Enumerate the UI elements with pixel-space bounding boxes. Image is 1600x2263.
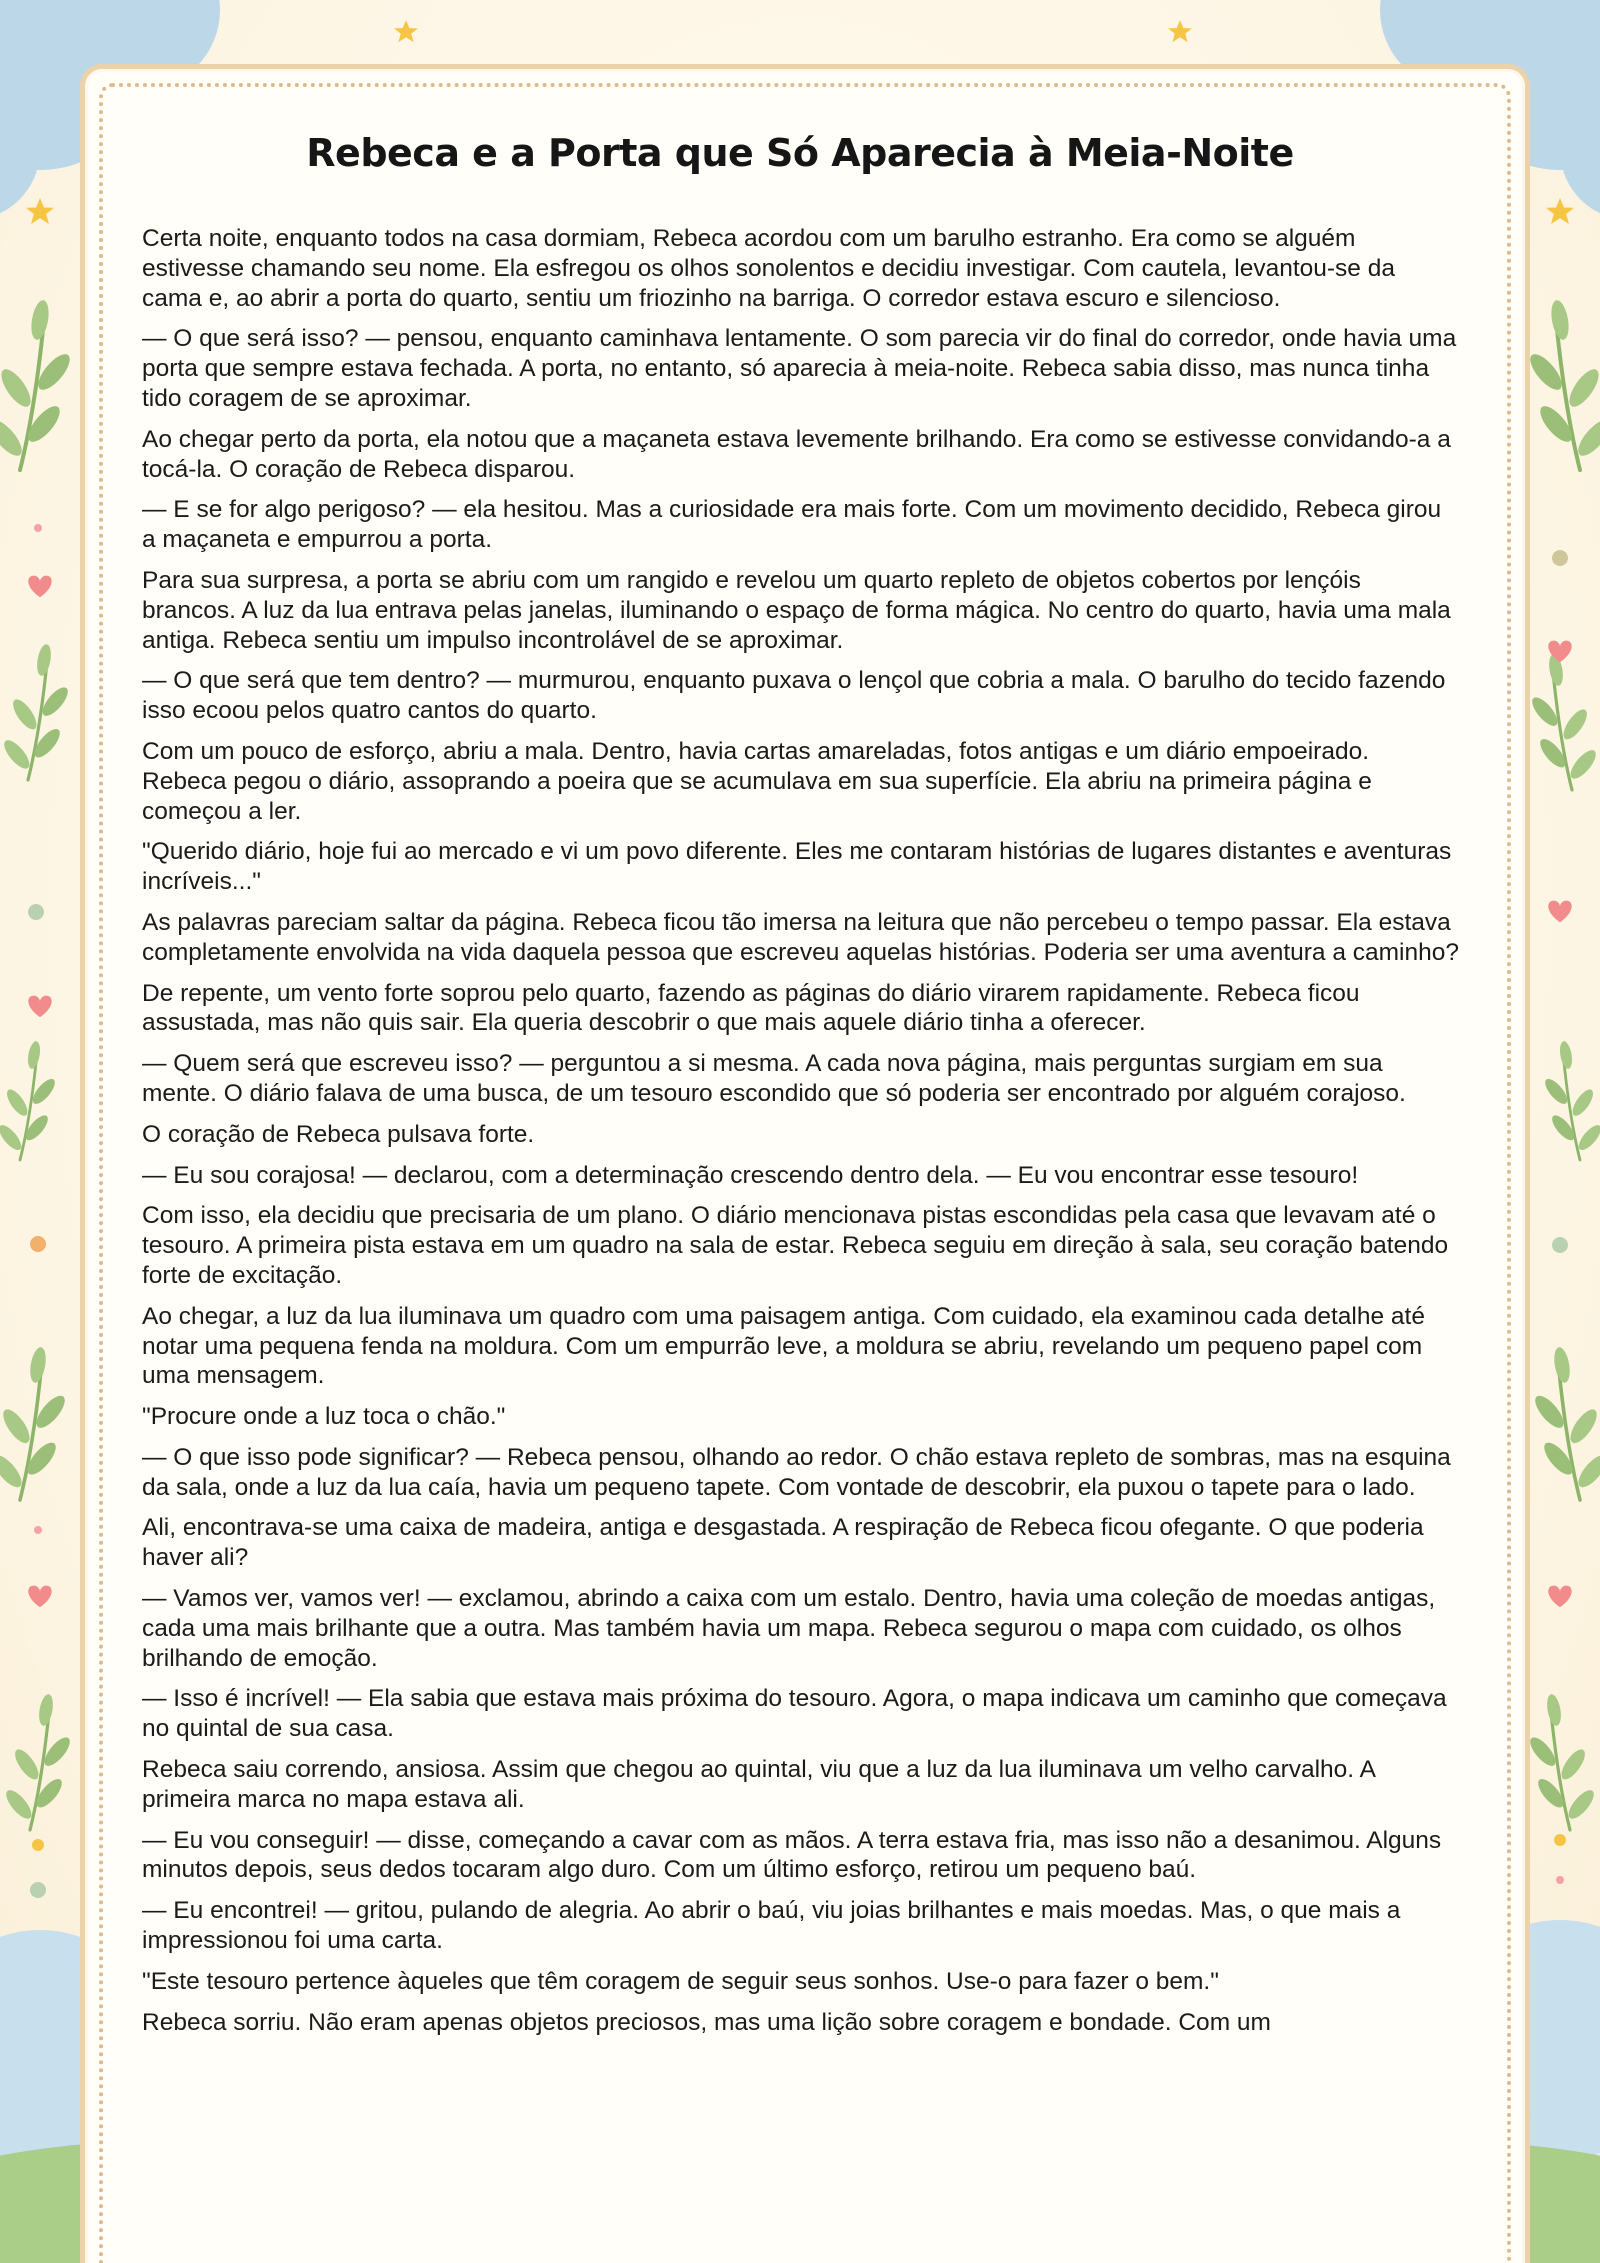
story-paragraph: Rebeca sorriu. Não eram apenas objetos preciosos, mas uma lição sobre coragem e bondade. Com um	[142, 2008, 1271, 2036]
story-paragraph: — Eu vou conseguir! — disse, começando a cavar com as mãos. A terra estava fria, mas isso não a desanimou. Alguns minutos depois, seus dedos tocaram algo duro. Com um último esforço, retirou um pequeno baú.	[142, 1826, 1442, 1884]
story-paragraph: — O que será que tem dentro? — murmurou, enquanto puxava o lençol que cobria a mala. O barulho do tecido fazendo isso ecoou pelos quatro cantos do quarto.	[142, 667, 1446, 725]
story-paragraph: As palavras pareciam saltar da página. Rebeca ficou tão imersa na leitura que não percebeu o tempo passar. Ela estava completamente envolvida na vida daquela pessoa que escreveu aquelas histórias. Poderia ser uma aventura a caminho?	[142, 908, 1460, 966]
story-paragraph: "Querido diário, hoje fui ao mercado e vi um povo diferente. Eles me contaram histórias de lugares distantes e aventuras incríveis..."	[142, 838, 1452, 896]
story-paragraph: — Eu sou corajosa! — declarou, com a determinação crescendo dentro dela. — Eu vou encontrar esse tesouro!	[142, 1161, 1359, 1189]
story-paragraph: Ao chegar, a luz da lua iluminava um quadro com uma paisagem antiga. Com cuidado, ela examinou cada detalhe até notar uma pequena fenda na moldura. Com um empurrão leve, a moldura se abriu, revelando um pequeno papel com uma mensagem.	[142, 1302, 1425, 1390]
story-paragraph: Com isso, ela decidiu que precisaria de um plano. O diário mencionava pistas escondidas pela casa que levavam até o tesouro. A primeira pista estava em um quadro na sala de estar. Rebeca seguiu em direção à sala, seu coração batendo forte de excitação.	[142, 1202, 1449, 1289]
story-paragraph: — Eu encontrei! — gritou, pulando de alegria. Ao abrir o baú, viu joias brilhantes e mais moedas. Mas, o que mais a impressionou foi uma carta.	[142, 1897, 1401, 1955]
story-paragraph: — Isso é incrível! — Ela sabia que estava mais próxima do tesouro. Agora, o mapa indicava um caminho que começava no quintal de sua casa.	[142, 1685, 1447, 1743]
story-paragraph: Ao chegar perto da porta, ela notou que a maçaneta estava levemente brilhando. Era como se estivesse convidando-a a tocá-la. O coração de Rebeca disparou.	[142, 425, 1451, 483]
story-paragraph: — O que isso pode significar? — Rebeca pensou, olhando ao redor. O chão estava repleto de sombras, mas na esquina da sala, onde a luz da lua caía, havia um pequeno tapete. Com vontade de descobrir, ela puxou o tapete para o lado.	[142, 1443, 1451, 1501]
story-paragraph: "Procure onde a luz toca o chão."	[142, 1403, 506, 1431]
story-paragraph: O coração de Rebeca pulsava forte.	[142, 1120, 535, 1148]
story-paragraph: — O que será isso? — pensou, enquanto caminhava lentamente. O som parecia vir do final do corredor, onde havia uma porta que sempre estava fechada. A porta, no entanto, só aparecia à meia-noite. Rebeca sabia disso, mas nunca tinha tido coragem de se aproximar.	[142, 325, 1457, 412]
story-paragraph: Com um pouco de esforço, abriu a mala. Dentro, havia cartas amareladas, fotos antigas e um diário empoeirado. Rebeca pegou o diário, assoprando a poeira que se acumulava em sua superfície. Ela abriu na primeira página e começou a ler.	[142, 737, 1372, 825]
story-paragraph: "Este tesouro pertence àqueles que têm coragem de seguir seus sonhos. Use-o para fazer o bem."	[142, 1967, 1219, 1995]
story-paragraph: Certa noite, enquanto todos na casa dormiam, Rebeca acordou com um barulho estranho. Era como se alguém estivesse chamando seu nome. Ela esfregou os olhos sonolentos e decidiu investigar. Com cautela, levantou-se da cama e, ao abrir a porta do quarto, sentiu um friozinho na barriga. O corredor estava escuro e silencioso.	[142, 225, 1395, 312]
story-paragraph: — E se for algo perigoso? — ela hesitou. Mas a curiosidade era mais forte. Com um movimento decidido, Rebeca girou a maçaneta e empurrou a porta.	[142, 496, 1442, 554]
story-paragraph: Para sua surpresa, a porta se abriu com um rangido e revelou um quarto repleto de objetos cobertos por lençóis brancos. A luz da lua entrava pelas janelas, iluminando o espaço de forma mágica. No centro do quarto, havia uma mala antiga. Rebeca sentiu um impulso incontrolável de se aproximar.	[142, 566, 1451, 654]
story-paragraph: — Vamos ver, vamos ver! — exclamou, abrindo a caixa com um estalo. Dentro, havia uma coleção de moedas antigas, cada uma mais brilhante que a outra. Mas também havia um mapa. Rebeca segurou o mapa com cuidado, os olhos brilhando de emoção.	[142, 1585, 1436, 1672]
story-paragraph: Rebeca saiu correndo, ansiosa. Assim que chegou ao quintal, viu que a luz da lua iluminava um velho carvalho. A primeira marca no mapa estava ali.	[142, 1756, 1375, 1813]
story-paragraph: De repente, um vento forte soprou pelo quarto, fazendo as páginas do diário virarem rapidamente. Rebeca ficou assustada, mas não quis sair. Ela queria descobrir o que mais aquele diário tinha a oferecer.	[142, 979, 1360, 1037]
story-paragraph: Ali, encontrava-se uma caixa de madeira, antiga e desgastada. A respiração de Rebeca ficou ofegante. O que poderia haver ali?	[142, 1514, 1424, 1572]
story-title: Rebeca e a Porta que Só Aparecia à Meia-Noite	[306, 131, 1294, 175]
story-paragraph: — Quem será que escreveu isso? — perguntou a si mesma. A cada nova página, mais perguntas surgiam em sua mente. O diário falava de uma busca, de um tesouro escondido que só poderia ser encontrado por alguém corajoso.	[142, 1050, 1406, 1107]
story-body	[142, 224, 1460, 2048]
